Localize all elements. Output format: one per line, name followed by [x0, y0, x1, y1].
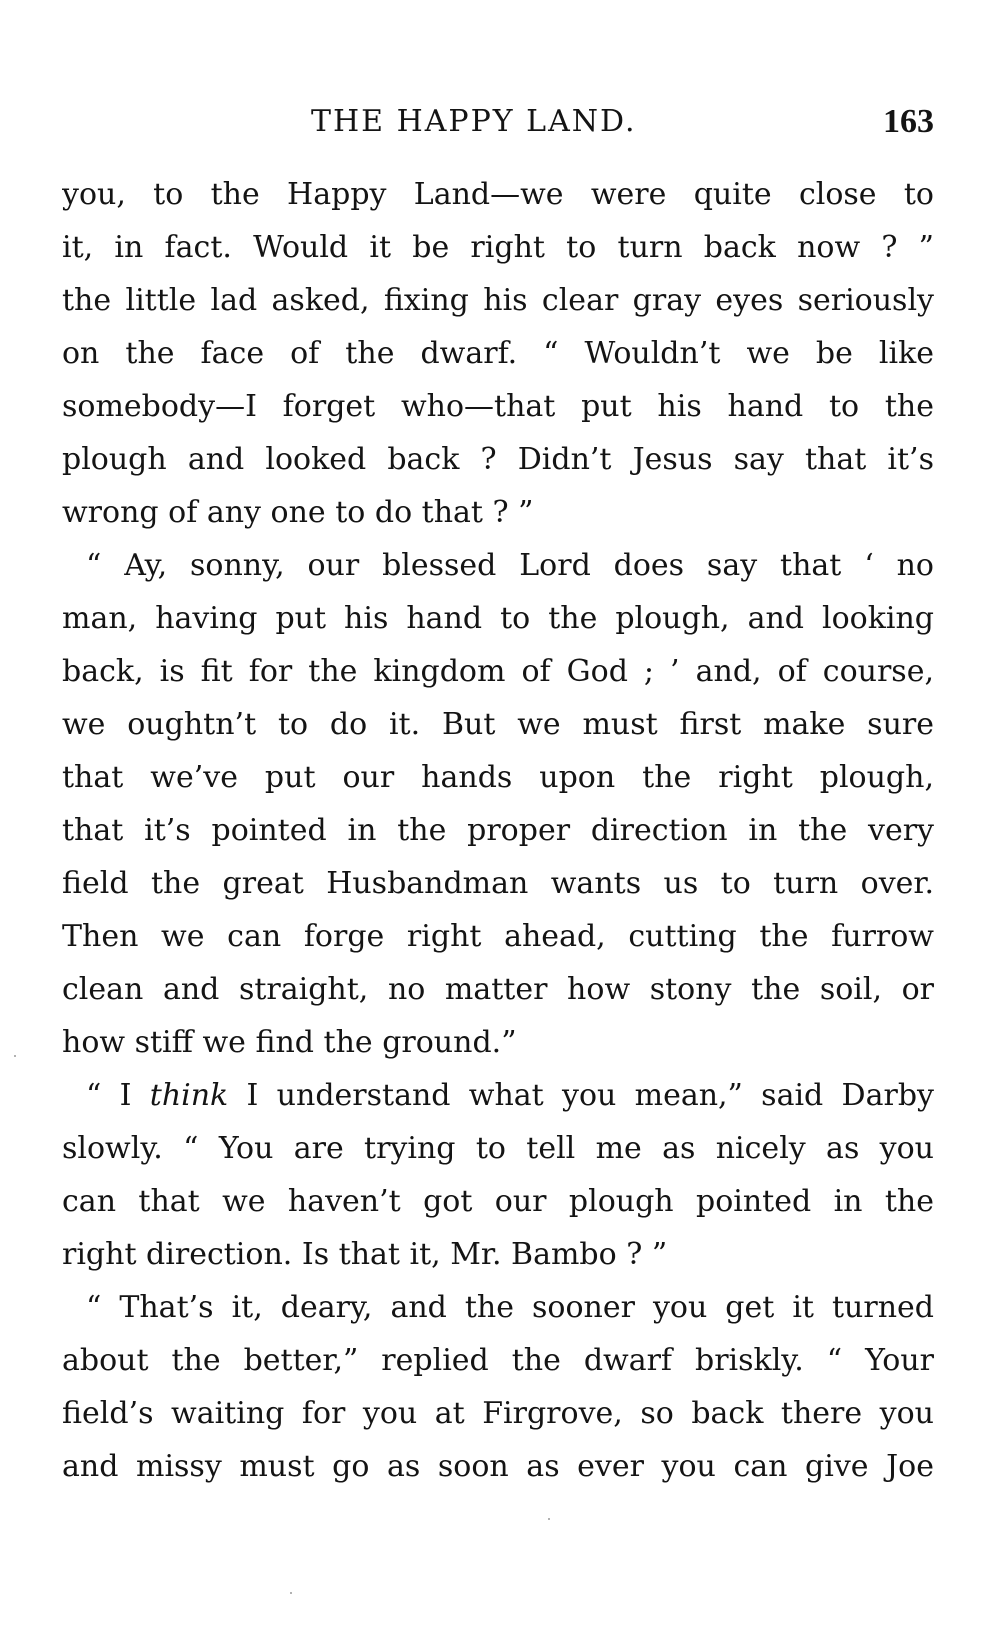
page-number: 163: [883, 103, 934, 140]
text-line: right direction. Is that it, Mr. Bambo ? ”: [62, 1237, 668, 1272]
text-line: wrong of any one to do that ? ”: [62, 495, 534, 530]
text-line: we oughtn’t to do it. But we must first make sure: [62, 707, 934, 742]
text-line: plough and looked back ? Didn’t Jesus say that it’s: [62, 442, 934, 477]
text-line: on the face of the dwarf. “ Wouldn’t we be like: [62, 336, 934, 371]
text-line-with-italic: [62, 1069, 934, 1122]
text-line: field the great Husbandman wants us to turn over.: [62, 866, 934, 901]
text-line: man, having put his hand to the plough, and looking: [62, 601, 934, 636]
paper-speck: [548, 1518, 550, 1520]
text-line: it, in fact. Would it be right to turn back now ? ”: [62, 230, 934, 265]
text-line: slowly. “ You are trying to tell me as nicely as you: [62, 1131, 934, 1166]
line-18-before: “ I: [86, 1078, 150, 1113]
text-line: you, to the Happy Land—we were quite close to: [62, 177, 934, 212]
text-line: “ Ay, sonny, our blessed Lord does say that ‘ no: [86, 548, 934, 583]
text-line: Then we can forge right ahead, cutting the furrow: [62, 919, 934, 954]
running-head: THE HAPPY LAND.: [311, 104, 637, 139]
text-line: clean and straight, no matter how stony the soil, or: [62, 972, 934, 1007]
line-18-after: I understand what you mean,” said Darby: [228, 1078, 934, 1113]
paper-speck: [14, 1055, 16, 1057]
body-text: [62, 168, 934, 1493]
text-line: can that we haven’t got our plough pointed in the: [62, 1184, 934, 1219]
text-line: that it’s pointed in the proper direction in the very: [62, 813, 934, 848]
italic-word: think: [149, 1078, 229, 1113]
text-line: “ That’s it, deary, and the sooner you get it turned: [86, 1290, 934, 1325]
text-line: back, is fit for the kingdom of God ; ’ and, of course,: [62, 654, 934, 689]
text-line: about the better,” replied the dwarf briskly. “ Your: [62, 1343, 934, 1378]
text-line: the little lad asked, fixing his clear gray eyes seriously: [62, 283, 934, 318]
text-line: how stiff we find the ground.”: [62, 1025, 517, 1060]
text-line: field’s waiting for you at Firgrove, so back there you: [62, 1396, 934, 1431]
paper-speck: [290, 1592, 292, 1594]
page-header: [62, 100, 934, 144]
text-line: somebody—I forget who—that put his hand to the: [62, 389, 934, 424]
text-line: and missy must go as soon as ever you can give Joe: [62, 1449, 934, 1484]
text-line: that we’ve put our hands upon the right plough,: [62, 760, 934, 795]
